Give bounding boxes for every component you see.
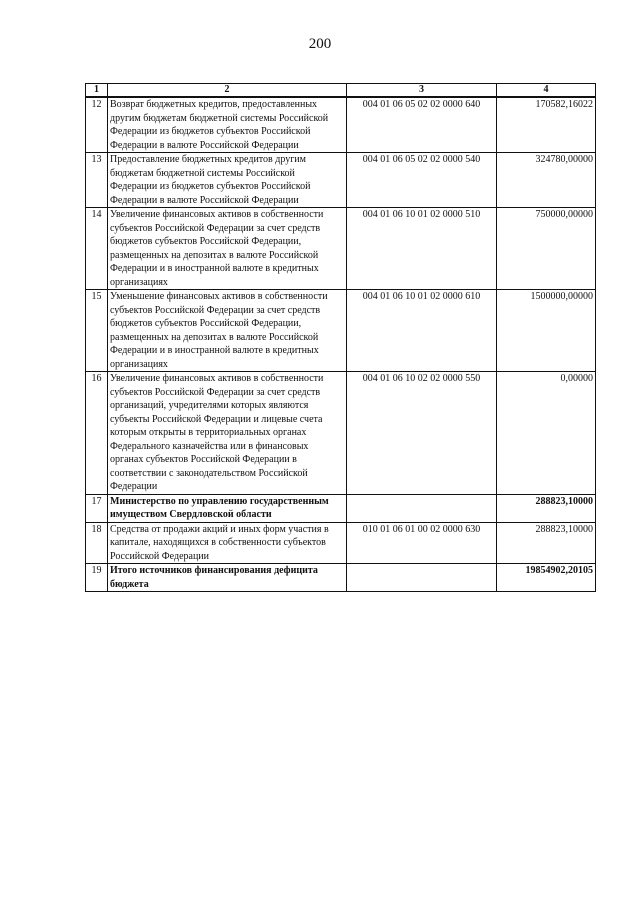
row-name-cell: Итого источников финансирования дефицита бюджета xyxy=(108,564,347,592)
row-number-cell: 16 xyxy=(86,372,108,495)
row-code-cell: 004 01 06 10 01 02 0000 510 xyxy=(347,208,497,290)
table-row xyxy=(86,97,596,153)
row-name-cell: Возврат бюджетных кредитов, предоставленных другим бюджетам бюджетной системы Российской Федерации из бюджетов субъектов Российской Федерации в валюте Российской Федерации xyxy=(108,97,347,153)
table-header-row xyxy=(86,84,596,98)
table-row xyxy=(86,208,596,290)
row-amount-cell: 0,00000 xyxy=(497,372,596,495)
row-amount-cell: 750000,00000 xyxy=(497,208,596,290)
row-name-cell: Увеличение финансовых активов в собственности субъектов Российской Федерации за счет средств бюджетов субъектов Российской Федерации, размещенных на депозитах в валюте Российской Федерации и в иностранной валюте в кредитных организациях xyxy=(108,208,347,290)
row-code-cell: 010 01 06 01 00 02 0000 630 xyxy=(347,522,497,564)
column-header: 2 xyxy=(108,84,347,98)
row-number-cell: 17 xyxy=(86,494,108,522)
row-amount-cell: 19854902,20105 xyxy=(497,564,596,592)
row-code-cell: 004 01 06 05 02 02 0000 540 xyxy=(347,153,497,208)
column-header: 1 xyxy=(86,84,108,98)
row-name-cell: Увеличение финансовых активов в собственности субъектов Российской Федерации за счет средств организаций, учредителями которых являются субъекты Российской Федерации и лицевые счета которым открыты в территориальных органах Федерального казначейства или в финансовых органах субъектов Российской Федерации в соответствии с законодательством Российской Федерации xyxy=(108,372,347,495)
row-number-cell: 13 xyxy=(86,153,108,208)
row-number-cell: 14 xyxy=(86,208,108,290)
row-code-cell: 004 01 06 05 02 02 0000 640 xyxy=(347,97,497,153)
row-name-cell: Уменьшение финансовых активов в собственности субъектов Российской Федерации за счет средств бюджетов субъектов Российской Федерации, размещенных на депозитах в валюте Российской Федерации и в иностранной валюте в кредитных организациях xyxy=(108,290,347,372)
row-amount-cell: 288823,10000 xyxy=(497,494,596,522)
row-name-cell: Средства от продажи акций и иных форм участия в капитале, находящихся в собственности субъектов Российской Федерации xyxy=(108,522,347,564)
row-code-cell xyxy=(347,494,497,522)
row-code-cell: 004 01 06 10 01 02 0000 610 xyxy=(347,290,497,372)
row-number-cell: 19 xyxy=(86,564,108,592)
table-row xyxy=(86,290,596,372)
row-amount-cell: 1500000,00000 xyxy=(497,290,596,372)
row-name-cell: Предоставление бюджетных кредитов другим бюджетам бюджетной системы Российской Федерации из бюджетов субъектов Российской Федерации в валюте Российской Федерации xyxy=(108,153,347,208)
row-number-cell: 12 xyxy=(86,97,108,153)
budget-sources-table xyxy=(85,83,596,592)
table-row xyxy=(86,564,596,592)
row-number-cell: 18 xyxy=(86,522,108,564)
row-code-cell xyxy=(347,564,497,592)
table-row xyxy=(86,494,596,522)
row-code-cell: 004 01 06 10 02 02 0000 550 xyxy=(347,372,497,495)
table-row xyxy=(86,372,596,495)
row-number-cell: 15 xyxy=(86,290,108,372)
table-row xyxy=(86,522,596,564)
page-number: 200 xyxy=(308,36,332,52)
table-row xyxy=(86,153,596,208)
row-name-cell: Министерство по управлению государственным имуществом Свердловской области xyxy=(108,494,347,522)
column-header: 3 xyxy=(347,84,497,98)
row-amount-cell: 288823,10000 xyxy=(497,522,596,564)
row-amount-cell: 170582,16022 xyxy=(497,97,596,153)
column-header: 4 xyxy=(497,84,596,98)
row-amount-cell: 324780,00000 xyxy=(497,153,596,208)
